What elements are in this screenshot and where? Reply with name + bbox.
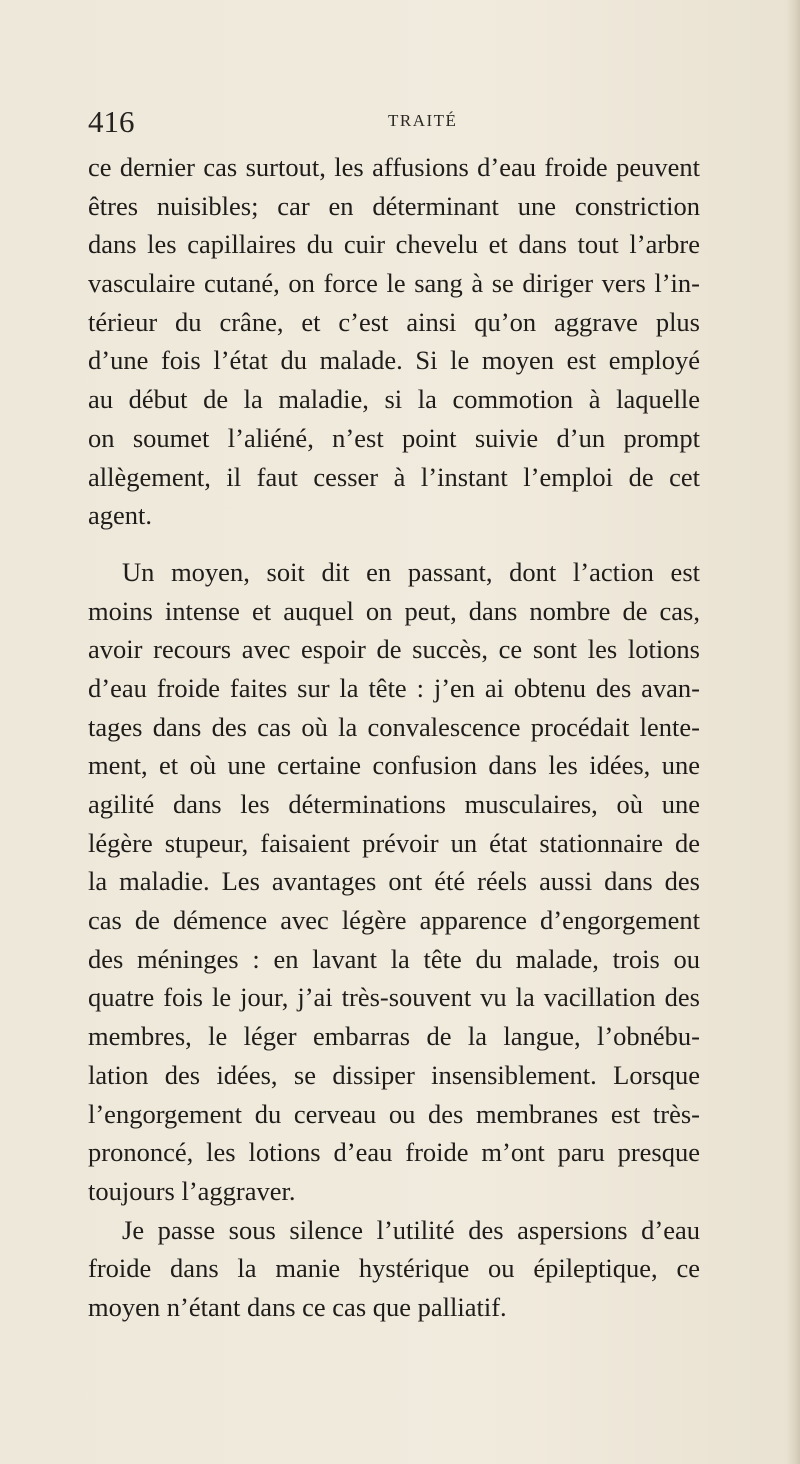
text-line: allègement, il faut cesser à l’instant l’emploi de cet — [88, 461, 700, 492]
text-line: ment, et où une certaine confusion dans les idées, une — [88, 750, 700, 781]
text-line: d’une fois l’état du malade. Si le moyen est employé — [88, 345, 700, 376]
page-header — [88, 104, 708, 144]
text-line: térieur du crâne, et c’est ainsi qu’on aggrave plus — [88, 306, 700, 337]
text-line: légère stupeur, faisaient prévoir un état stationnaire de — [88, 827, 700, 858]
running-head: TRAITÉ — [388, 111, 458, 130]
text-line: prononcé, les lotions d’eau froide m’ont paru presque — [88, 1137, 700, 1168]
text-line: l’engorgement du cerveau ou des membranes est très- — [88, 1098, 700, 1129]
page-number: 416 — [88, 104, 135, 139]
body-text — [88, 148, 700, 1327]
text-line: des méninges : en lavant la tête du malade, trois ou — [88, 943, 700, 974]
text-line: moins intense et auquel on peut, dans nombre de cas, — [88, 595, 700, 626]
text-line: membres, le léger embarras de la langue, l’obnébu- — [88, 1021, 700, 1052]
text-line: cas de démence avec légère apparence d’engorgement — [88, 905, 700, 936]
text-line: vasculaire cutané, on force le sang à se diriger vers l’in- — [88, 268, 700, 299]
text-line: ce dernier cas surtout, les affusions d’eau froide peuvent — [88, 152, 700, 182]
text-line: agilité dans les déterminations musculaires, où une — [88, 789, 700, 819]
text-line: froide dans la manie hystérique ou épileptique, ce — [88, 1253, 700, 1284]
text-line: moyen n’étant dans ce cas que palliatif. — [88, 1291, 507, 1322]
text-line: Je passe sous silence l’utilité des aspersions d’eau — [122, 1214, 700, 1245]
text-line: d’eau froide faites sur la tête : j’en ai obtenu des avan- — [88, 672, 700, 703]
paragraph-gap — [88, 535, 700, 553]
text-line: avoir recours avec espoir de succès, ce sont les lotions — [88, 634, 700, 665]
page-edge-shadow — [786, 0, 800, 1464]
paragraph — [88, 553, 700, 1211]
text-line: êtres nuisibles; car en déterminant une constriction — [88, 190, 700, 221]
text-line: au début de la maladie, si la commotion à laquelle — [88, 384, 700, 415]
text-line: toujours l’aggraver. — [88, 1175, 296, 1206]
text-line: dans les capillaires du cuir chevelu et dans tout l’arbre — [88, 229, 700, 260]
text-line: quatre fois le jour, j’ai très-souvent vu la vacillation des — [88, 982, 700, 1013]
paragraph — [88, 1211, 700, 1327]
text-line: agent. — [88, 500, 153, 531]
text-line: on soumet l’aliéné, n’est point suivie d’un prompt — [88, 422, 700, 453]
text-line: Un moyen, soit dit en passant, dont l’action est — [122, 556, 700, 587]
text-line: lation des idées, se dissiper insensiblement. Lorsque — [88, 1059, 700, 1090]
paragraph — [88, 148, 700, 535]
text-line: tages dans des cas où la convalescence procédait lente- — [88, 711, 700, 742]
text-line: la maladie. Les avantages ont été réels aussi dans des — [88, 866, 700, 897]
